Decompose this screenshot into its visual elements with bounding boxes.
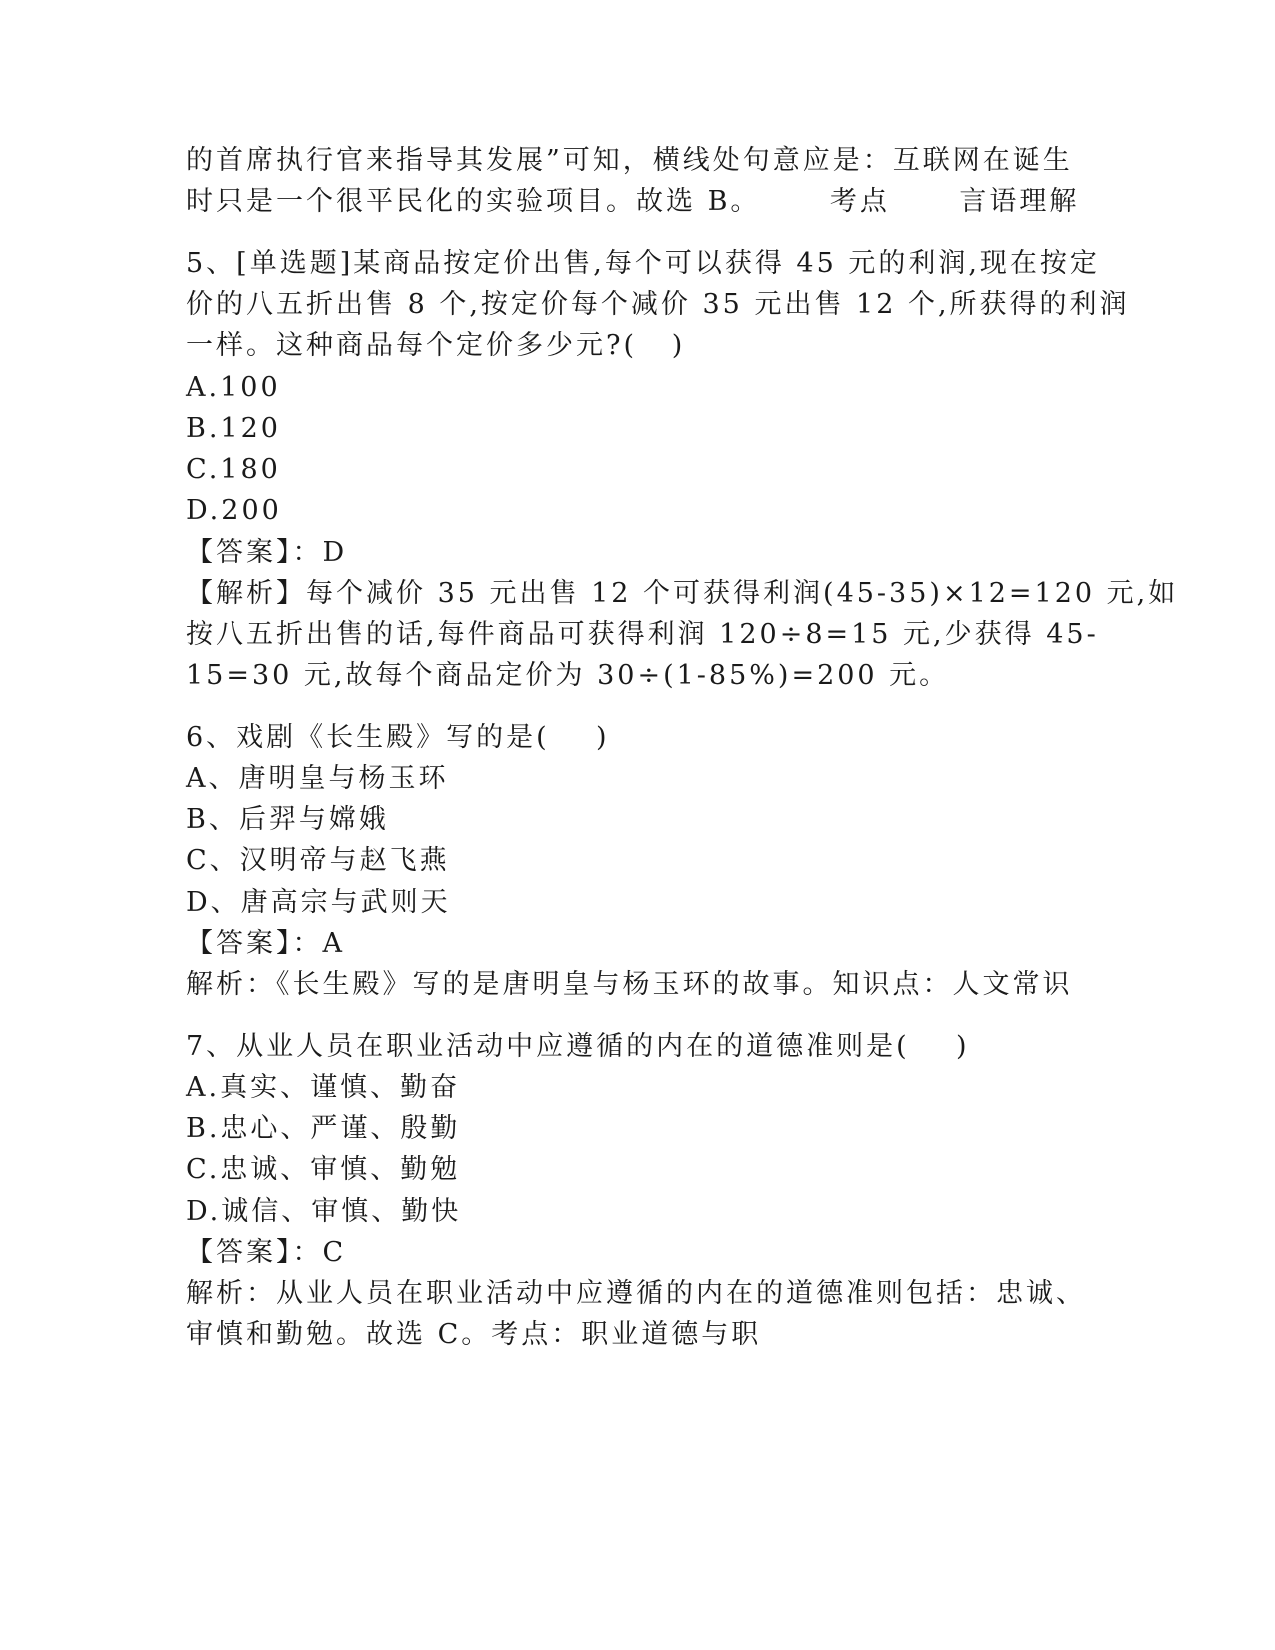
q5-option-c: C.180	[186, 454, 281, 485]
q5-option-a: A.100	[186, 372, 281, 403]
q7-option-d: D.诚信、审慎、勤快	[186, 1196, 462, 1227]
q6-option-b: B、后羿与嫦娥	[186, 804, 389, 835]
q7-option-c: C.忠诚、审慎、勤勉	[186, 1154, 461, 1185]
q5-analysis-line: 【解析】每个减价 35 元出售 12 个可获得利润(45-35)×12=120 元,如	[186, 578, 1179, 609]
q6-option-c: C、汉明帝与赵飞燕	[186, 845, 450, 876]
q5-answer: 【答案】：D	[186, 537, 348, 568]
q5-analysis-line: 15=30 元,故每个商品定价为 30÷(1-85%)=200 元。	[186, 660, 950, 691]
q5-stem-line: 5、[单选题]某商品按定价出售,每个可以获得 45 元的利润,现在按定	[186, 248, 1100, 279]
q5-stem-line: 一样。这种商品每个定价多少元?( )	[186, 330, 686, 361]
q4-analysis-line: 的首席执行官来指导其发展”可知，横线处句意应是：互联网在诞生	[186, 145, 1073, 176]
q7-option-a: A.真实、谨慎、勤奋	[186, 1072, 461, 1103]
q6-stem: 6、戏剧《长生殿》写的是( )	[186, 722, 610, 753]
q6-option-d: D、唐高宗与武则天	[186, 887, 451, 918]
q5-stem-line: 价的八五折出售 8 个,按定价每个减价 35 元出售 12 个,所获得的利润	[186, 289, 1130, 320]
q7-option-b: B.忠心、严谨、殷勤	[186, 1113, 461, 1144]
q5-analysis-line: 按八五折出售的话,每件商品可获得利润 120÷8=15 元,少获得 45-	[186, 619, 1099, 650]
q7-analysis-line: 解析：从业人员在职业活动中应遵循的内在的道德准则包括：忠诚、	[186, 1278, 1086, 1309]
q6-analysis: 解析：《长生殿》写的是唐明皇与杨玉环的故事。知识点：人文常识	[186, 969, 1073, 1000]
q4-analysis-line: 时只是一个很平民化的实验项目。故选 B。 考点 言语理解	[186, 186, 1080, 217]
q7-stem: 7、从业人员在职业活动中应遵循的内在的道德准则是( )	[186, 1031, 970, 1062]
q7-analysis-line: 审慎和勤勉。故选 C。考点：职业道德与职	[186, 1319, 762, 1350]
q6-answer: 【答案】：A	[186, 928, 345, 959]
q5-option-b: B.120	[186, 413, 281, 444]
q5-option-d: D.200	[186, 495, 282, 526]
q6-option-a: A、唐明皇与杨玉环	[186, 763, 449, 794]
q7-answer: 【答案】：C	[186, 1237, 347, 1268]
